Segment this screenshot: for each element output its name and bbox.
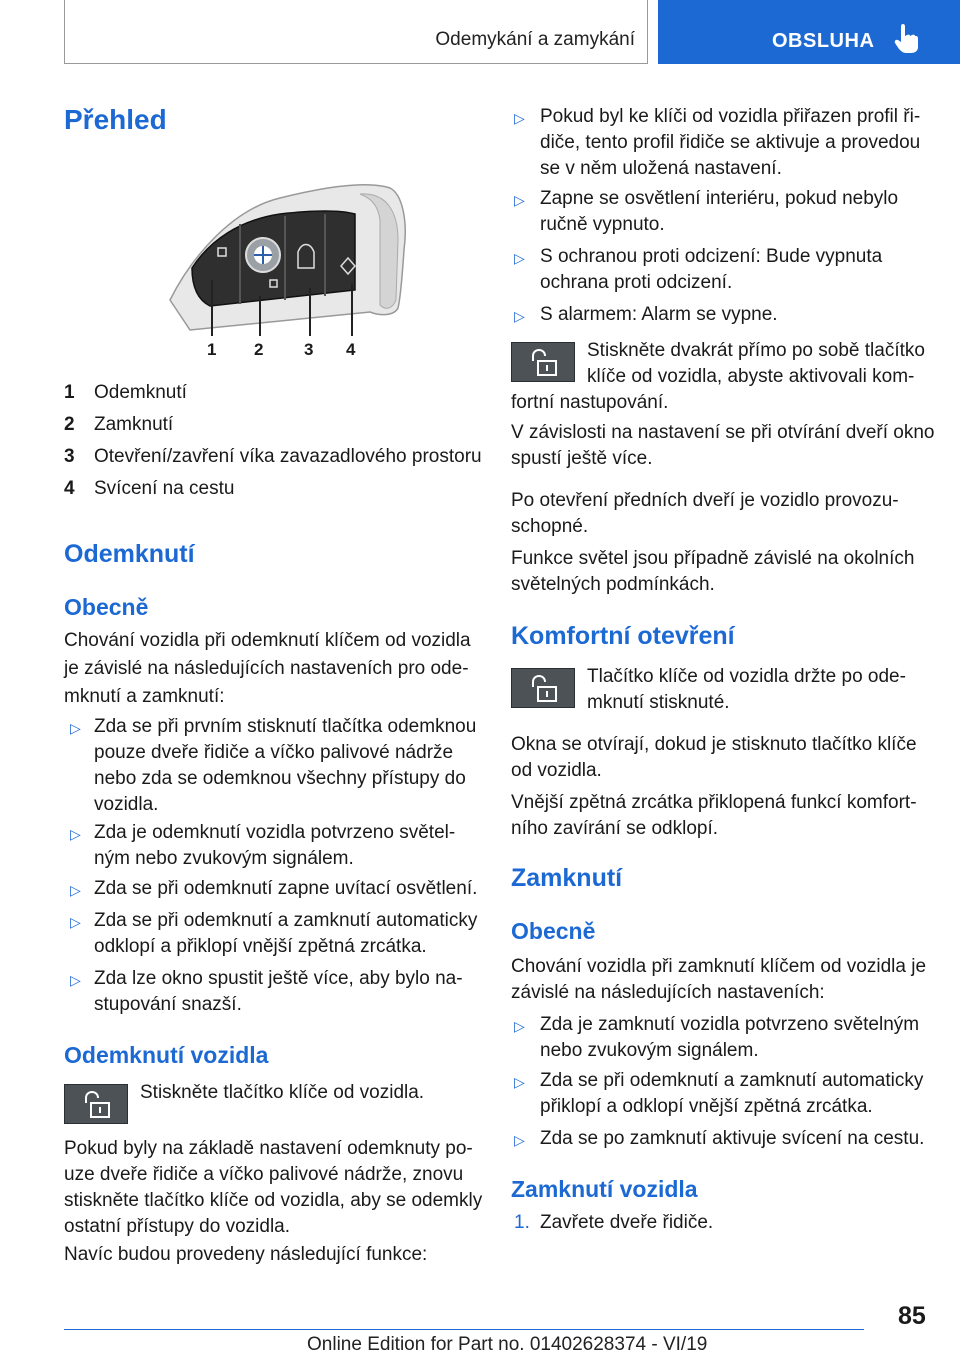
para-line: Funkce světel jsou případně závislé na okolních xyxy=(511,548,915,569)
para-line: Chování vozidla při zamknutí klíčem od vozidla je xyxy=(511,956,927,977)
intro-line: je závislé na následujících nastaveních pro ode- xyxy=(64,658,469,679)
heading-zamknuti: Zamknutí xyxy=(511,864,623,892)
bullet-line: Zda je zamknutí vozidla potvrzeno světelným xyxy=(540,1014,920,1035)
triangle-bullet-icon: ▷ xyxy=(514,1018,525,1034)
bullet-line: S ochranou proti odcizení: Bude vypnuta xyxy=(540,246,883,267)
header-tab-label: OBSLUHA xyxy=(772,30,875,52)
bullet-line: Zda se po zamknutí aktivuje svícení na cestu. xyxy=(540,1128,925,1149)
figure-label-2: 2 xyxy=(254,340,264,359)
triangle-bullet-icon: ▷ xyxy=(514,110,525,126)
unlock-button-icon xyxy=(511,342,575,382)
page-number: 85 xyxy=(898,1302,926,1330)
heading-prehled: Přehled xyxy=(64,104,167,135)
btn2-line: klíče od vozidla, abyste aktivovali kom- xyxy=(587,366,915,387)
para-line: od vozidla. xyxy=(511,760,602,781)
bullet-line: Zda se při odemknutí zapne uvítací osvětlení. xyxy=(94,878,478,899)
heading-obecne: Obecně xyxy=(64,594,149,620)
para-line: V závislosti na nastavení se při otvírání dveří okno xyxy=(511,422,935,443)
bullet-line: se v něm uložená nastavení. xyxy=(540,158,782,179)
header-tab-obsluha[interactable] xyxy=(658,0,960,64)
bullet-line: Zapne se osvětlení interiéru, pokud nebylo xyxy=(540,188,899,209)
legend-text: Odemknutí xyxy=(94,382,187,403)
bullet-line: S alarmem: Alarm se vypne. xyxy=(540,304,778,325)
triangle-bullet-icon: ▷ xyxy=(514,1074,525,1090)
btn2-line: Stiskněte dvakrát přímo po sobě tlačítko xyxy=(587,340,925,361)
para-line: světelných podmínkách. xyxy=(511,574,715,595)
header-section-title: Odemykání a zamykání xyxy=(435,29,635,50)
heading-zamknuti-vozidla: Zamknutí vozidla xyxy=(511,1176,698,1202)
legend-text: Zamknutí xyxy=(94,414,174,435)
figure-label-3: 3 xyxy=(304,340,314,359)
bullet-line: Zda se při odemknutí a zamknutí automaticky xyxy=(94,910,478,931)
para-line: spustí ještě více. xyxy=(511,448,653,469)
legend-num: 2 xyxy=(64,414,75,435)
para-line: stiskněte tlačítko klíče od vozidla, aby se odemkly xyxy=(64,1190,483,1211)
para-line: uze dveře řidiče a víčko palivové nádrže, znovu xyxy=(64,1164,464,1185)
btn-instruction: Stiskněte tlačítko klíče od vozidla. xyxy=(140,1082,425,1103)
bullet-line: Zda se při prvním stisknutí tlačítka odemknou xyxy=(94,716,477,737)
bullet-line: Zda se při odemknutí a zamknutí automaticky xyxy=(540,1070,924,1091)
para-line: Vnější zpětná zrcátka přiklopená funkcí komfort- xyxy=(511,792,917,813)
btn2-cont: fortní nastupování. xyxy=(511,392,669,413)
triangle-bullet-icon: ▷ xyxy=(70,972,81,988)
intro-line: mknutí a zamknutí: xyxy=(64,686,225,707)
para-line: Navíc budou provedeny následující funkce: xyxy=(64,1244,428,1265)
figure-label-4: 4 xyxy=(346,340,356,359)
intro-line: Chování vozidla při odemknutí klíčem od vozidla xyxy=(64,630,471,651)
triangle-bullet-icon: ▷ xyxy=(514,1132,525,1148)
para-line: Okna se otvírají, dokud je stisknuto tlačítko klíče xyxy=(511,734,917,755)
heading-odemknuti: Odemknutí xyxy=(64,540,195,568)
bullet-line: pouze dveře řidiče a víčko palivové nádrže xyxy=(94,742,454,763)
unlock-padlock-icon xyxy=(529,675,559,703)
para-line: Pokud byly na základě nastavení odemknuty po- xyxy=(64,1138,473,1159)
legend-text: Otevření/zavření víka zavazadlového prostoru xyxy=(94,446,482,467)
footer-divider xyxy=(64,1329,864,1330)
figure-label-1: 1 xyxy=(207,340,217,359)
unlock-padlock-icon xyxy=(529,349,559,377)
triangle-bullet-icon: ▷ xyxy=(514,250,525,266)
legend-num: 4 xyxy=(64,478,75,499)
bullet-line: diče, tento profil řidiče se aktivuje a provedou xyxy=(540,132,921,153)
btn3-line: Tlačítko klíče od vozidla držte po ode- xyxy=(587,666,906,687)
triangle-bullet-icon: ▷ xyxy=(514,192,525,208)
unlock-padlock-icon xyxy=(82,1091,112,1119)
triangle-bullet-icon: ▷ xyxy=(70,882,81,898)
hand-pointer-icon xyxy=(894,22,920,59)
bullet-line: Zda je odemknutí vozidla potvrzeno světel- xyxy=(94,822,456,843)
triangle-bullet-icon: ▷ xyxy=(70,826,81,842)
para-line: ostatní přístupy do vozidla. xyxy=(64,1216,291,1237)
bullet-line: odklopí a přiklopí vnější zpětná zrcátka. xyxy=(94,936,427,957)
btn3-line: mknutí stisknuté. xyxy=(587,692,730,713)
heading-komfortni-otevreni: Komfortní otevření xyxy=(511,622,735,650)
bullet-line: nebo zvukovým signálem. xyxy=(540,1040,759,1061)
bullet-line: vozidla. xyxy=(94,794,159,815)
para-line: ního zavírání se odklopí. xyxy=(511,818,719,839)
key-fob-illustration xyxy=(130,180,420,360)
unlock-button-icon xyxy=(511,668,575,708)
bullet-line: nebo zda se odemknou všechny přístupy do xyxy=(94,768,466,789)
triangle-bullet-icon: ▷ xyxy=(70,720,81,736)
bullet-line: Pokud byl ke klíči od vozidla přiřazen profil ři- xyxy=(540,106,921,127)
triangle-bullet-icon: ▷ xyxy=(70,914,81,930)
footer-edition: Online Edition for Part no. 01402628374 - VI/19 xyxy=(307,1334,708,1355)
bullet-line: Zda lze okno spustit ještě více, aby bylo na- xyxy=(94,968,463,989)
legend-num: 1 xyxy=(64,382,75,403)
step-text: Zavřete dveře řidiče. xyxy=(540,1212,714,1233)
triangle-bullet-icon: ▷ xyxy=(514,308,525,324)
legend-num: 3 xyxy=(64,446,75,467)
bullet-line: ochrana proti odcizení. xyxy=(540,272,733,293)
para-line: závislé na následujících nastaveních: xyxy=(511,982,825,1003)
header-section-box xyxy=(64,0,648,64)
bullet-line: ručně vypnuto. xyxy=(540,214,665,235)
bullet-line: stupování snazší. xyxy=(94,994,242,1015)
legend-text: Svícení na cestu xyxy=(94,478,235,499)
key-fob-figure xyxy=(130,180,420,365)
unlock-button-icon xyxy=(64,1084,128,1124)
step-number: 1. xyxy=(514,1212,530,1233)
heading-obecne-2: Obecně xyxy=(511,918,596,944)
bullet-line: ným nebo zvukovým signálem. xyxy=(94,848,354,869)
bullet-line: přiklopí a odklopí vnější zpětná zrcátka. xyxy=(540,1096,873,1117)
para-line: schopné. xyxy=(511,516,589,537)
para-line: Po otevření předních dveří je vozidlo provozu- xyxy=(511,490,899,511)
heading-odemknuti-vozidla: Odemknutí vozidla xyxy=(64,1042,269,1068)
